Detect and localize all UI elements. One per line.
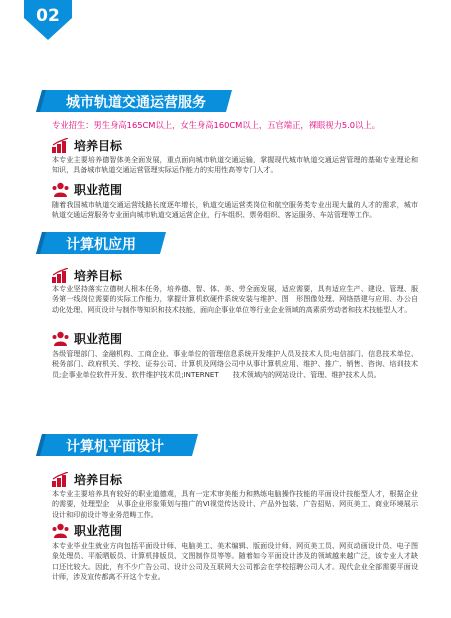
career-heading-label: 职业范围 xyxy=(74,331,123,346)
goal-text: 本专业坚持落实立德树人根本任务，培养德、智、体、美、劳全面发展，适应需要，具有适应生产、建设、管理、服务第一线岗位需要的实际工作能力，掌握计算机软硬件系统安装与维护、图 形图像处理、网络搭建与应用、办公自动化处理、网页设计与制作等知识和技术技能，面向企事业单位等行业企业领域的高素质劳动者和技术技能型人才。 xyxy=(52,284,418,314)
section-title: 城市轨道交通运营服务 xyxy=(66,95,206,111)
goal-heading xyxy=(52,470,122,488)
goal-heading-label: 培养目标 xyxy=(74,268,123,283)
section-banner-computer-application xyxy=(36,232,166,254)
training-goal-icon xyxy=(52,472,69,487)
training-goal-icon xyxy=(52,138,69,153)
goal-text: 本专业主要培养德智体美全面发展，重点面向城市轨道交通运输，掌握现代城市轨道交通运营管理的基础专业理论和知识，具备城市轨道交通运营管理实际运作能力的实用性高等专门人才。 xyxy=(52,155,418,175)
career-scope-icon xyxy=(52,331,69,346)
career-text: 本专业毕业生就业方向包括平面设计师、电脑美工、美术编辑、版面设计师、网页美工员、网页动画设计员、电子图象处理员、平版晒版员、计算机排版员、文图制作员等等。随着如今平面设计涉及的领域越来越广泛，该专业人才缺口还比较大。因此，有不少广告公司、设计公司及互联网大公司都会在学校招聘公司人才。现代企业全部需要平面设计师，涉及宣传都离不开这个专业。 xyxy=(52,541,418,582)
page-number: 02 xyxy=(36,6,60,26)
goal-heading xyxy=(52,136,122,154)
admission-requirement-note: 专业招生：男生身高165CM以上，女生身高160CM以上，五官端正，裸眼视力5.0以上。 xyxy=(52,120,380,130)
section-title: 计算机平面设计 xyxy=(66,439,164,455)
career-heading xyxy=(52,521,122,539)
career-text: 各级管理部门、金融机构、工商企业、事业单位的管理信息系统开发维护人员及技术人员;电信部门、信息技术单位、税务部门、政府机关、学校、证券公司、计算机及网络公司中从事计算机应用、维护、推广、销售、咨询、培训技术员;企事业单位软件开发、软件维护技术员;INTERNET 技术领域内的网站设计、管理、维护技术人员。 xyxy=(52,349,418,379)
section-title: 计算机应用 xyxy=(66,237,136,253)
section-banner-rail-transit xyxy=(36,90,232,112)
goal-text: 本专业主要培养具有较好的职业道德观，具有一定术审美能力和熟练电脑操作技能的平面设计技能型人才，根据企业的需要，处理型企 从事企业形象策划与推广的VI视觉传达设计、产品外包装、广告招贴、网页美工、商业环境展示设计和印前设计等业务范畴工作。 xyxy=(52,489,418,519)
career-text: 随着我国城市轨道交通运营线路长度逐年增长，轨道交通运营类岗位和航空服务类专业出现大量的人才的需求，城市轨道交通运营服务专业面向城市轨道交通运营企业，行车组织、票务组织、客运服务、车站管理等工作。 xyxy=(52,200,418,220)
section-banner-graphic-design xyxy=(36,434,198,456)
career-heading-label: 职业范围 xyxy=(74,523,123,538)
training-goal-icon xyxy=(52,268,69,283)
career-scope-icon xyxy=(52,182,69,197)
career-heading xyxy=(52,180,122,198)
page-number-badge xyxy=(24,0,72,40)
goal-heading-label: 培养目标 xyxy=(74,472,123,487)
goal-heading xyxy=(52,266,122,284)
goal-heading-label: 培养目标 xyxy=(74,138,123,153)
career-scope-icon xyxy=(52,523,69,538)
career-heading-label: 职业范围 xyxy=(74,182,123,197)
career-heading xyxy=(52,329,122,347)
